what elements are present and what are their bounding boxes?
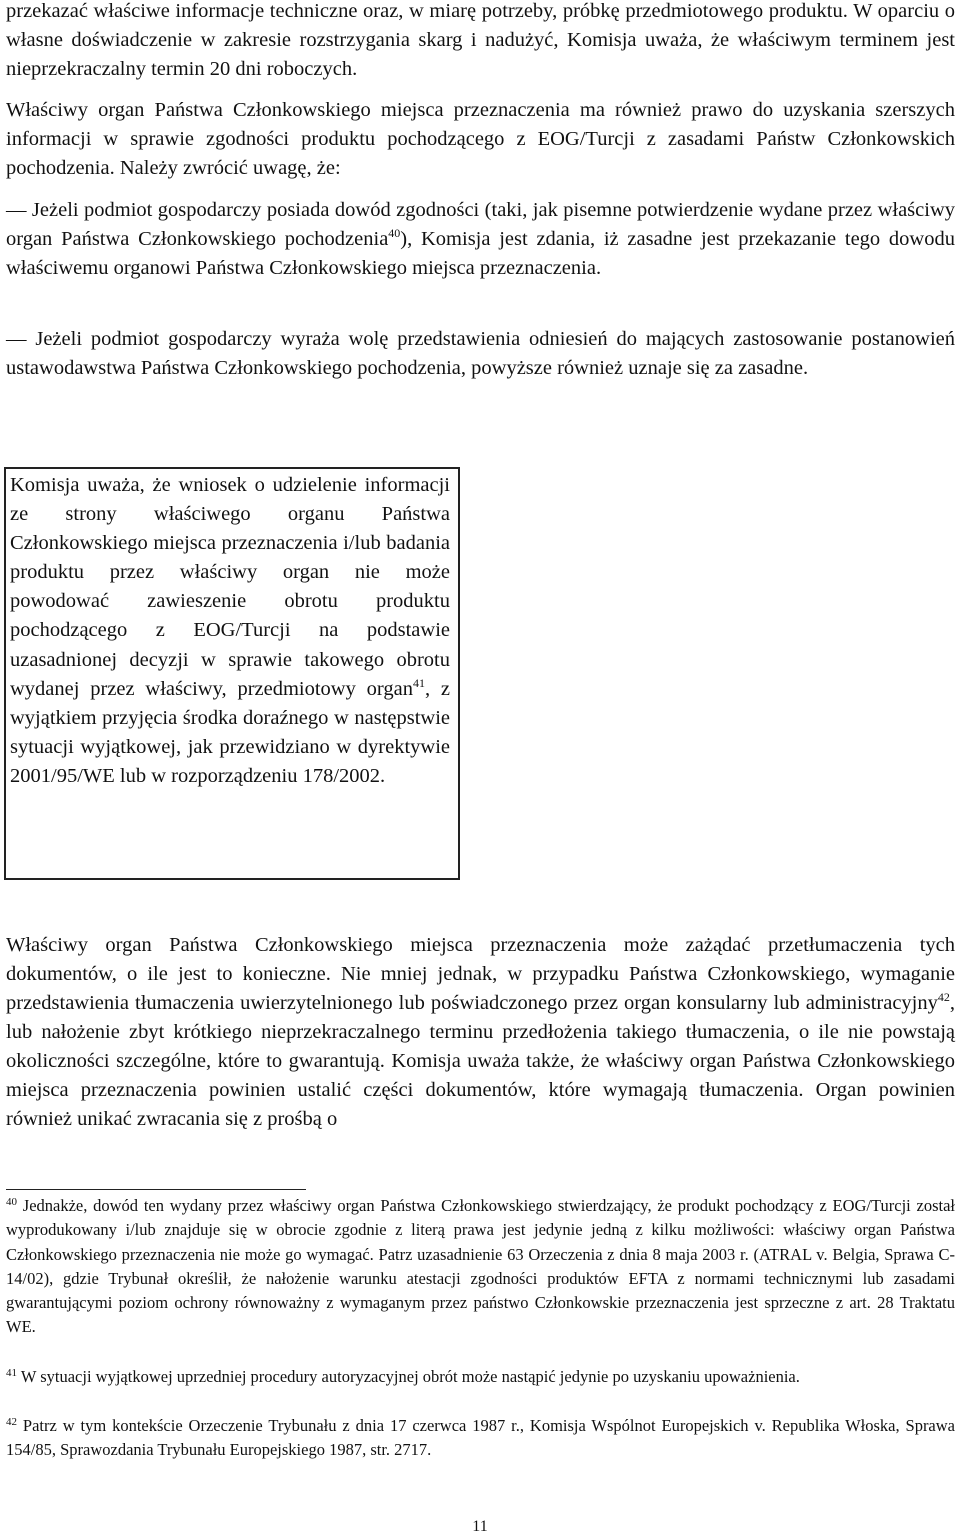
footnote-text: W sytuacji wyjątkowej uprzedniej procedury autoryzacyjnej obrót może nastąpić jedynie po uzyskaniu upoważnienia. <box>20 1367 800 1386</box>
footnote-number: 41 <box>6 1367 17 1379</box>
framed-box <box>4 467 460 880</box>
paragraph-text-cont: , lub nałożenie zbyt krótkiego nieprzekraczalnego terminu przedłożenia takiego tłumaczenia, o ile nie powstają okoliczności szczególne, które to gwarantują. Komisja uważa także, że właściwy organ Państwa Członkowskiego miejsca przeznaczenia powinien ustalić części dokumentów, które wymagają tłumaczenia. Organ powinien również unikać zwracania się z prośbą o <box>6 992 955 1130</box>
footnote-41 <box>6 1365 955 1389</box>
paragraph-text: Właściwy organ Państwa Członkowskiego miejsca przeznaczenia może zażądać przetłumaczenia tych dokumentów, o ile jest to konieczne. Nie mniej jednak, w przypadku Państwa Członkowskiego, wymaganie przedstawienia tłumaczenia uwierzytelnionego lub poświadczonego przez organ konsularny lub administracyjny <box>6 934 955 1014</box>
footnote-ref-41: 41 <box>412 675 425 690</box>
footnote-text: Patrz w tym kontekście Orzeczenie Trybunału z dnia 17 czerwca 1987 r., Komisja Wspólnot Europejskich v. Republika Włoska, Sprawa 154/85, Sprawozdania Trybunału Europejskiego 1987, str. 2717. <box>6 1416 955 1460</box>
footnote-text: Jednakże, dowód ten wydany przez właściwy organ Państwa Członkowskiego stwierdzający, że produkt pochodzący z EOG/Turcji został wyprodukowany i/lub znajduje się w obrocie zgodnie z literą prawa jest jedynie jedną z kilku możliwości: właściwy organ Państwa Członkowskiego przeznaczenia nie może go wymagać. Patrz uzasadnienie 63 Orzeczenia z dnia 8 maja 2003 r. (ATRAL v. Belgia, Sprawa C-14/02), gdzie Trybunał określił, że nałożenie warunku atestacji zgodności produktów EFTA z normami technicznymi lub zasadami gwarantującymi poziom ochrony równoważny z wymaganym przez państwo Członkowskie przeznaczenia jest sprzeczne z art. 28 Traktatu WE. <box>6 1196 955 1337</box>
footnote-ref-40: 40 <box>388 226 401 240</box>
paragraph-translation <box>6 931 955 1134</box>
paragraph-intro: przekazać właściwe informacje techniczne oraz, w miarę potrzeby, próbkę przedmiotowego produktu. W oparciu o własne doświadczenie w zakresie rozstrzygania skarg i nadużyć, Komisja uważa, że właściwym terminem jest nieprzekraczalny termin 20 dni roboczych. <box>6 0 955 80</box>
footnote-42 <box>6 1414 955 1463</box>
bullet-legislation-references: — Jeżeli podmiot gospodarczy wyraża wolę przedstawienia odniesień do mających zastosowanie postanowień ustawodawstwa Państwa Członkowskiego pochodzenia, powyższe również uznaje się za zasadne. <box>6 328 955 379</box>
footnote-40 <box>6 1194 955 1340</box>
paragraph-destination-rights: Właściwy organ Państwa Członkowskiego miejsca przeznaczenia ma również prawo do uzyskania szerszych informacji w sprawie zgodności produktu pochodzącego z EOG/Turcji z zasadami Państw Członkowskich pochodzenia. Należy zwrócić uwagę, że: <box>6 99 955 179</box>
footnote-number: 40 <box>6 1196 17 1208</box>
footnote-number: 42 <box>6 1416 17 1428</box>
box-text: Komisja uważa, że wniosek o udzielenie informacji ze strony właściwego organu Państwa Członkowskiego miejsca przeznaczenia i/lub badania produktu przez właściwy organ nie może powodować zawieszenie obrotu produktu pochodzącego z EOG/Turcji na podstawie uzasadnionej decyzji w sprawie takowego obrotu wydanej przez właściwy, przedmiotowy organ <box>10 474 450 700</box>
footnote-ref-42: 42 <box>937 990 950 1004</box>
box-text-cont: , z wyjątkiem przyjęcia środka doraźnego w następstwie sytuacji wyjątkowej, jak przewidziano w dyrektywie 2001/95/WE lub w rozporządzeniu 178/2002. <box>10 677 450 787</box>
bullet-text: — Jeżeli podmiot gospodarczy posiada dowód zgodności (taki, jak pisemne potwierdzenie wydane przez właściwy organ Państwa Członkowskiego pochodzenia <box>6 199 955 250</box>
bullet-proof-of-conformity <box>6 196 955 283</box>
page-number: 11 <box>472 1518 488 1535</box>
footnote-separator <box>6 1189 306 1190</box>
bullet-text-cont: ), Komisja jest zdania, iż zasadne jest przekazanie tego dowodu właściwemu organowi Państwa Członkowskiego miejsca przeznaczenia. <box>6 228 955 279</box>
